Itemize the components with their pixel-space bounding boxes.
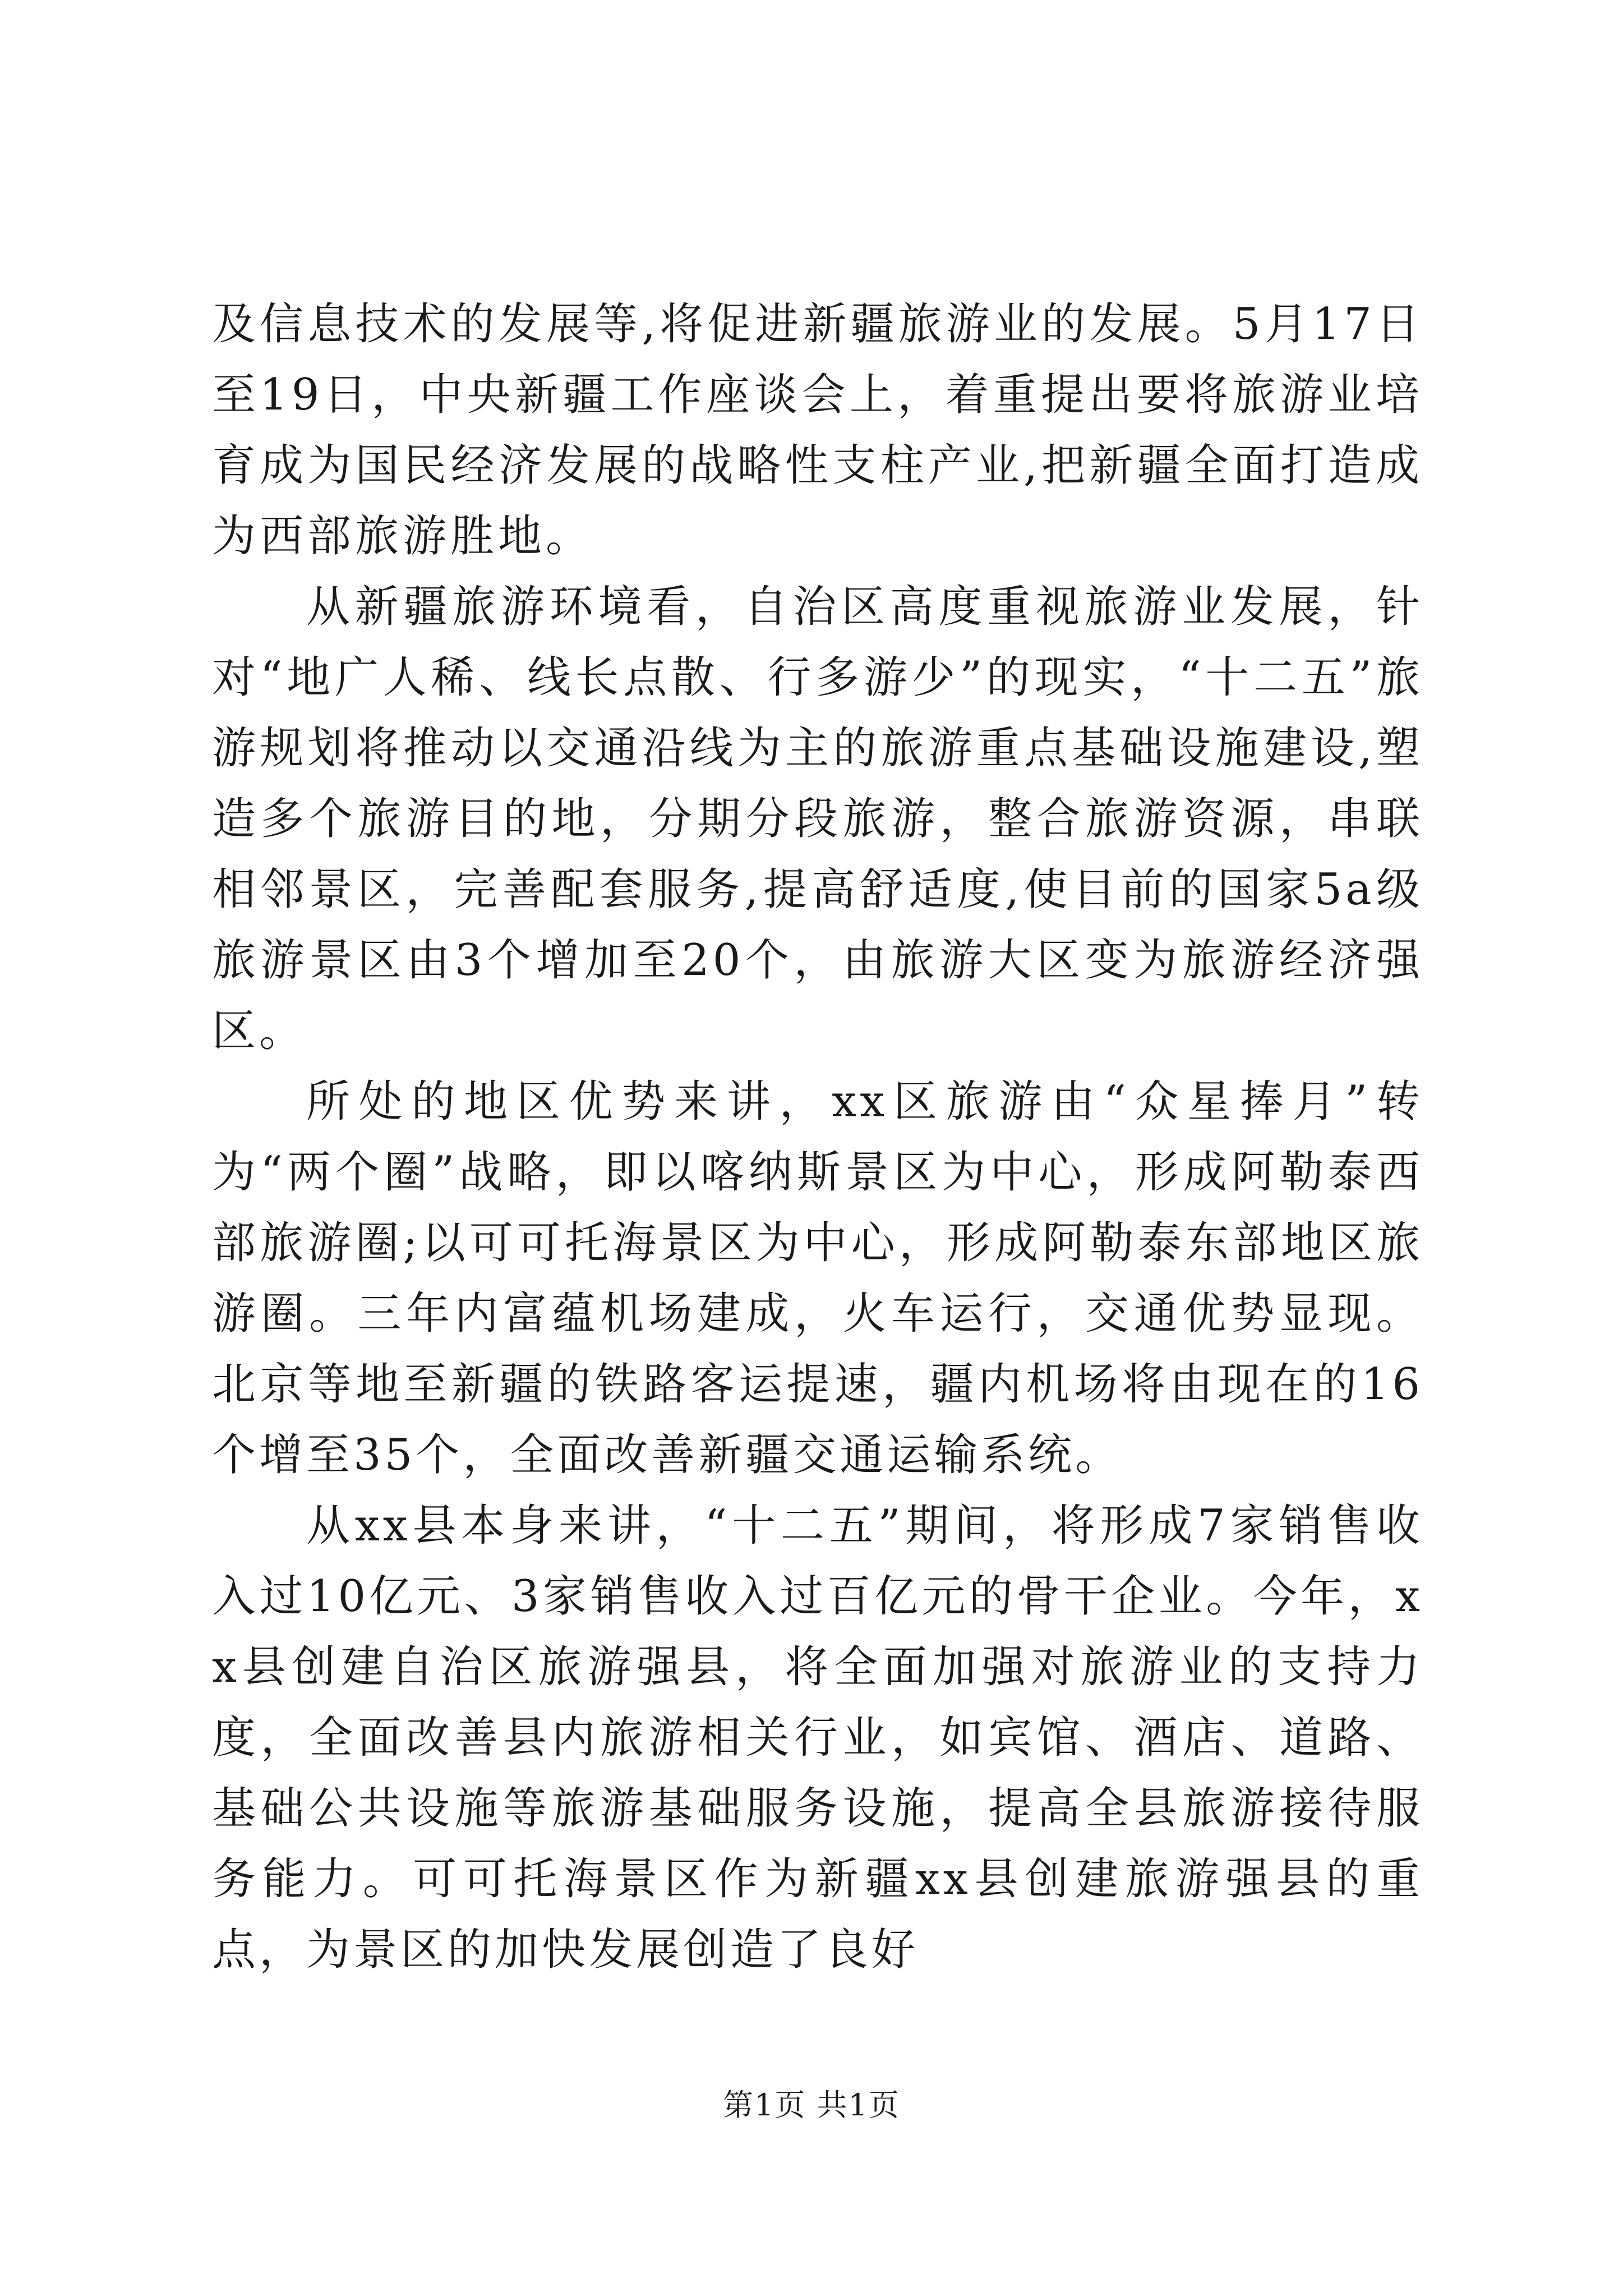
paragraph-3: 所处的地区优势来讲，xx区旅游由“众星捧月”转为“两个圈”战略，即以喀纳斯景区为中心，形成阿勒泰西部旅游圈;以可可托海景区为中心，形成阿勒泰东部地区旅游圈。三年内富蕴机场建成，火车运行，交通优势显现。北京等地至新疆的铁路客运提速，疆内机场将由现在的16个增至35个，全面改善新疆交通运输系统。 [212, 1076, 1423, 1480]
document-body [212, 289, 1423, 1985]
page-footer: 第1页 共1页 [723, 2087, 900, 2123]
paragraph-2: 从新疆旅游环境看，自治区高度重视旅游业发展，针对“地广人稀、线长点散、行多游少”的现实，“十二五”旅游规划将推动以交通沿线为主的旅游重点基础设施建设,塑造多个旅游目的地，分期分段旅游，整合旅游资源，串联相邻景区，完善配套服务,提高舒适度,使目前的国家5a级旅游景区由3个增加至20个，由旅游大区变为旅游经济强区。 [212, 582, 1423, 1056]
paragraph-4: 从xx县本身来讲，“十二五”期间，将形成7家销售收入过10亿元、3家销售收入过百亿元的骨干企业。今年，xx县创建自治区旅游强县，将全面加强对旅游业的支持力度，全面改善县内旅游相关行业，如宾馆、酒店、道路、基础公共设施等旅游基础服务设施，提高全县旅游接待服务能力。可可托海景区作为新疆xx县创建旅游强县的重点，为景区的加快发展创造了良好 [212, 1501, 1423, 1975]
paragraph-1: 及信息技术的发展等,将促进新疆旅游业的发展。5月17日至19日，中央新疆工作座谈会上，着重提出要将旅游业培育成为国民经济发展的战略性支柱产业,把新疆全面打造成为西部旅游胜地。 [212, 299, 1423, 562]
